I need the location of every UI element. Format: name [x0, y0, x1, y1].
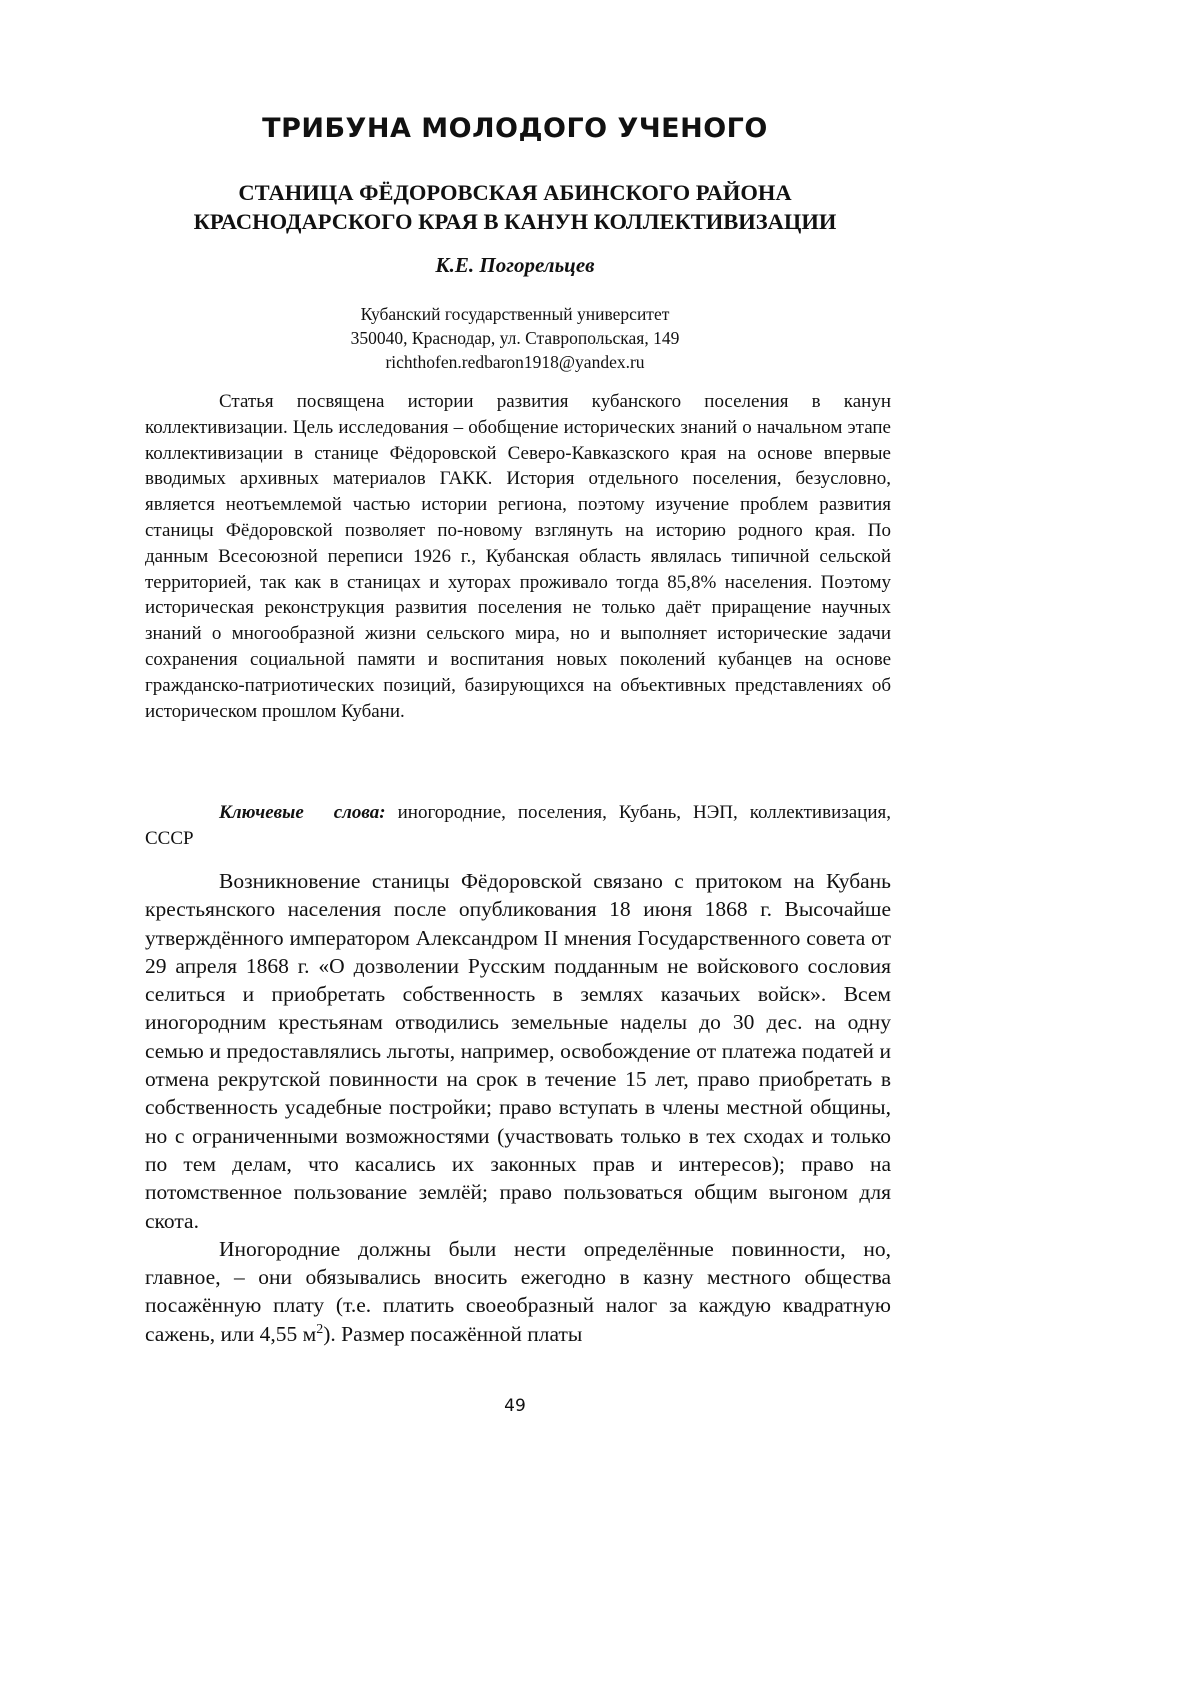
- article-title-line-2: КРАСНОДАРСКОГО КРАЯ В КАНУН КОЛЛЕКТИВИЗАЦИИ: [0, 207, 1030, 236]
- postal-address: 350040, Краснодар, ул. Ставропольская, 149: [0, 326, 1030, 350]
- author-name: К.Е. Погорельцев: [0, 253, 1030, 278]
- body-paragraph-text: Иногородние должны были нести определённые повинности, но, главное, – они обязывались вносить ежегодно в казну местного общества посажённую плату (т.е. платить своеобразный налог за каждую квадратную сажень, или 4,55 м: [145, 1237, 891, 1346]
- email-address: richthofen.redbaron1918@yandex.ru: [0, 350, 1030, 374]
- document-page: [0, 0, 1200, 1697]
- superscript: 2: [316, 1322, 323, 1337]
- article-body: [145, 867, 891, 1348]
- keywords-label: Ключевые слова:: [219, 802, 386, 823]
- author-affiliation: [0, 302, 1030, 374]
- article-title: [0, 178, 1030, 236]
- abstract: Статья посвящена истории развития кубанского поселения в канун коллективизации. Цель исследования – обобщение исторических знаний о начальном этапе коллективизации в станице Фёдоровской Северо-Кавказского края на основе впервые вводимых архивных материалов ГАКК. История отдельного поселения, безусловно, является неотъемлемой частью истории региона, поэтому изучение проблем развития станицы Фёдоровской позволяет по-новому взглянуть на историю родного края. По данным Всесоюзной переписи 1926 г., Кубанская область являлась типичной сельской территорией, так как в станицах и хуторах проживало тогда 85,8% населения. Поэтому историческая реконструкция развития поселения не только даёт приращение научных знаний о многообразной жизни сельского мира, но и выполняет исторические задачи сохранения социальной памяти и воспитания новых поколений кубанцев на основе гражданско-патриотических позиций, базирующихся на объективных представлениях об историческом прошлом Кубани.: [145, 389, 891, 724]
- body-paragraph-text: ). Размер посажённой платы: [323, 1322, 582, 1346]
- article-title-line-1: СТАНИЦА ФЁДОРОВСКАЯ АБИНСКОГО РАЙОНА: [0, 178, 1030, 207]
- body-paragraph: Возникновение станицы Фёдоровской связано с притоком на Кубань крестьянского населения после опубликования 18 июня 1868 г. Высочайше утверждённого императором Александром II мнения Государственного совета от 29 апреля 1868 г. «О дозволении Русским подданным не войскового сословия селиться и приобретать собственность в землях казачьих войск». Всем иногородним крестьянам отводились земельные наделы до 30 дес. на одну семью и предоставлялись льготы, например, освобождение от платежа податей и отмена рекрутской повинности на срок в течение 15 лет, право приобретать в собственность усадебные постройки; право вступать в члены местной общины, но с ограниченными возможностями (участвовать только в тех сходах и только по тем делам, что касались их законных прав и интересов); право на потомственное пользование землёй; право пользоваться общим выгоном для скота.: [145, 867, 891, 1235]
- section-heading: ТРИБУНА МОЛОДОГО УЧЕНОГО: [0, 113, 1030, 144]
- body-paragraph: [145, 1235, 891, 1348]
- page-number: 49: [0, 1396, 1030, 1416]
- keywords-list: иногородние, поселения, Кубань, НЭП, коллективизация, СССР: [145, 802, 891, 849]
- institution: Кубанский государственный университет: [0, 302, 1030, 326]
- keywords: [145, 800, 891, 852]
